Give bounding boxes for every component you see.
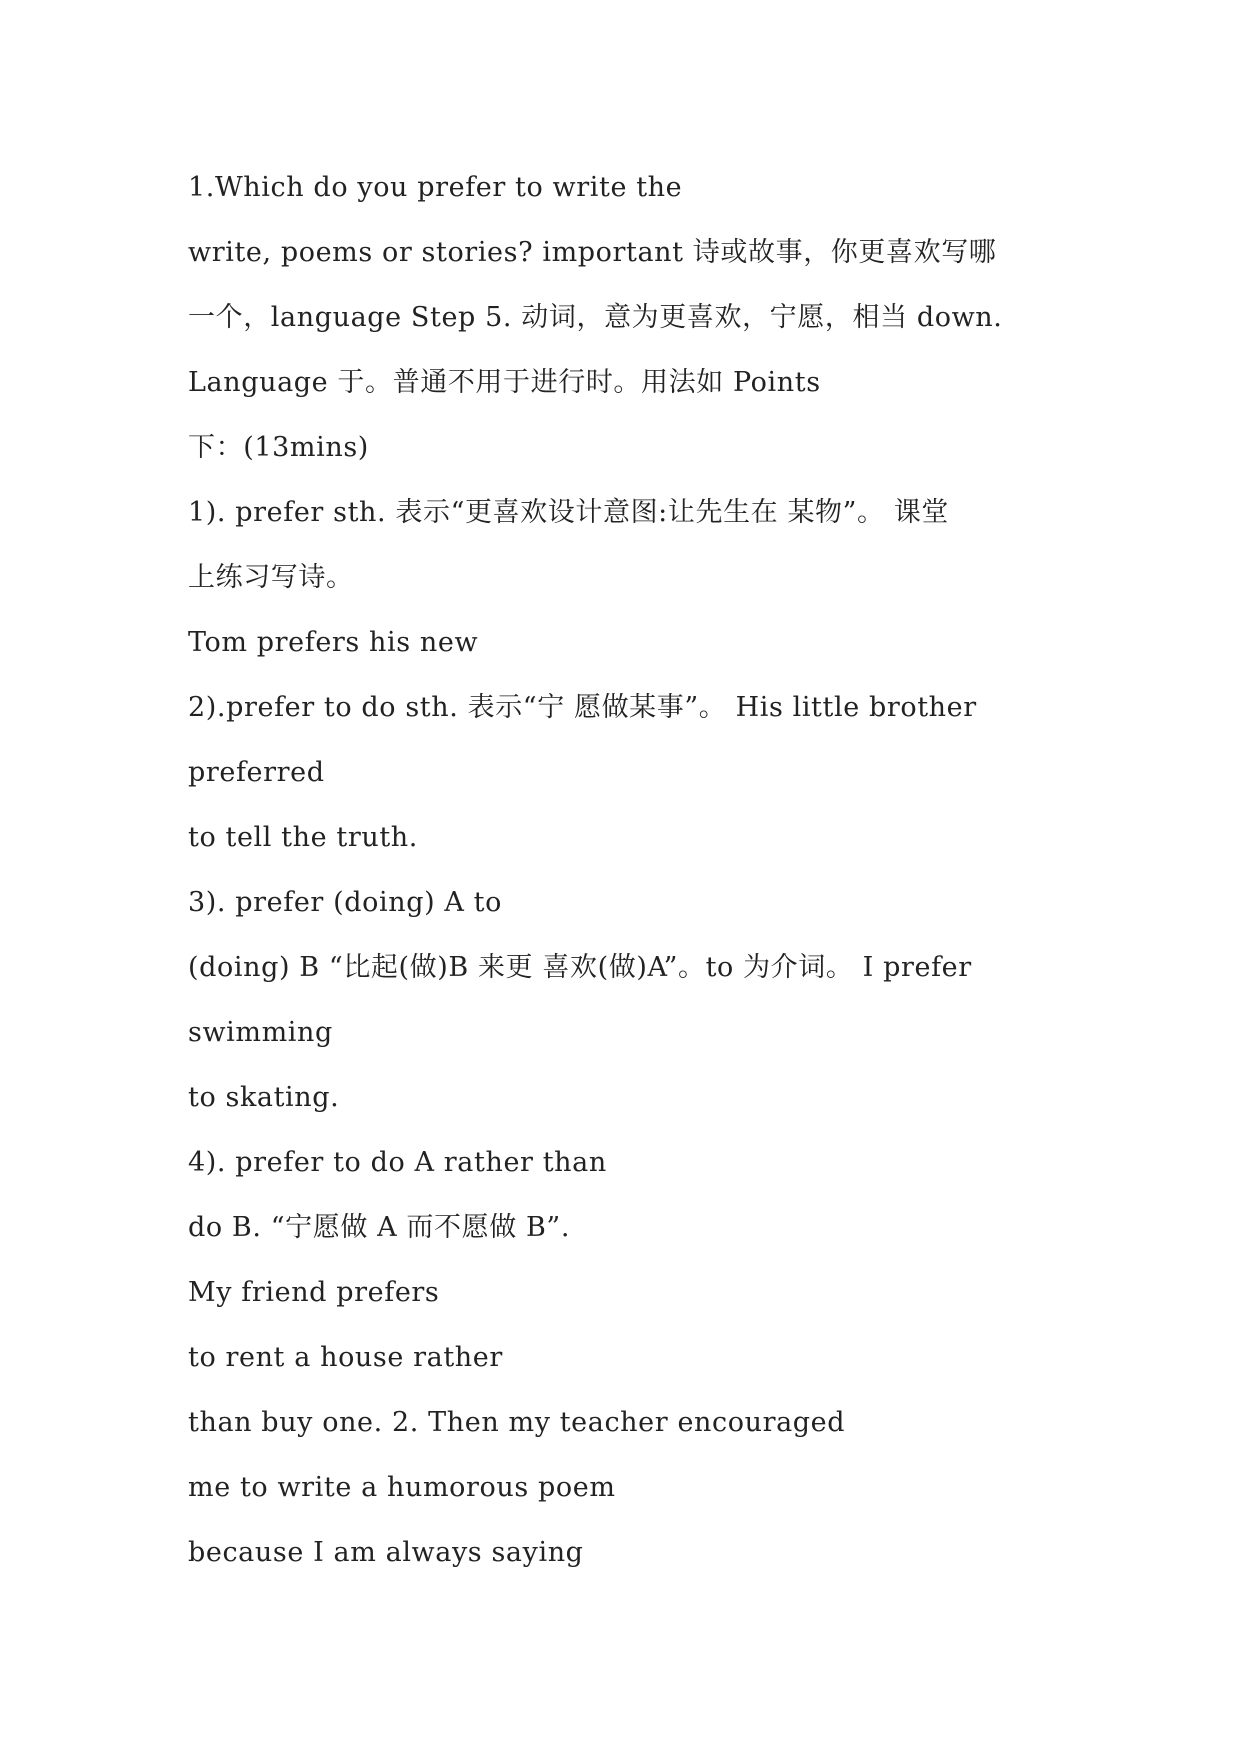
text-line-6: 1). prefer sth. 表示“更喜欢设计意图:让先生在 某物”。 课堂 — [188, 497, 950, 528]
text-line-11: to tell the truth. — [188, 822, 418, 853]
text-line-14: swimming — [188, 1017, 333, 1048]
text-line-8: Tom prefers his new — [188, 627, 479, 658]
text-line-19: to rent a house rather — [188, 1342, 503, 1373]
text-line-13: (doing) B “比起(做)B 来更 喜欢(做)A”。to 为介词。 I prefer — [188, 952, 972, 983]
text-line-10: preferred — [188, 757, 325, 788]
text-line-21: me to write a humorous poem — [188, 1472, 616, 1503]
text-line-12: 3). prefer (doing) A to — [188, 887, 502, 918]
text-line-2: write, poems or stories? important 诗或故事，你更喜欢写哪 — [188, 237, 997, 268]
text-line-5: 下：(13mins) — [188, 432, 369, 463]
text-line-15: to skating. — [188, 1082, 340, 1113]
text-line-1: 1.Which do you prefer to write the — [188, 172, 683, 203]
text-line-18: My friend prefers — [188, 1277, 440, 1308]
text-line-17: do B. “宁愿做 A 而不愿做 B”. — [188, 1212, 571, 1243]
text-line-4: Language 于。普通不用于进行时。用法如 Points — [188, 367, 821, 398]
text-line-16: 4). prefer to do A rather than — [188, 1147, 607, 1178]
text-line-7: 上练习写诗。 — [188, 562, 354, 593]
text-line-9: 2).prefer to do sth. 表示“宁 愿做某事”。 His little brother — [188, 692, 977, 723]
text-line-22: because I am always saying — [188, 1537, 584, 1568]
document-body — [188, 155, 1108, 1585]
text-line-20: than buy one. 2. Then my teacher encouraged — [188, 1407, 846, 1438]
text-line-3: 一个，language Step 5. 动词，意为更喜欢，宁愿，相当 down. — [188, 302, 1003, 333]
